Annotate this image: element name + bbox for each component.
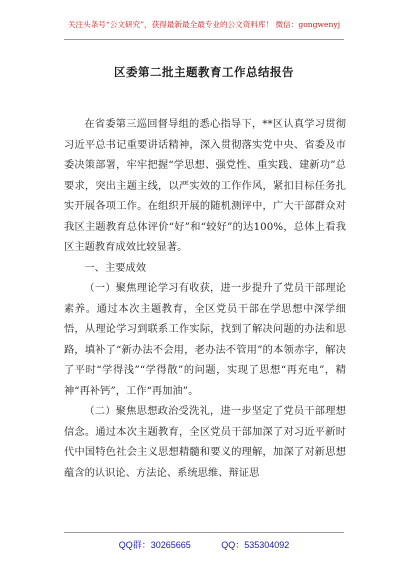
intro-paragraph: 在省委第三巡回督导组的悉心指导下，**区认真学习贯彻习近平总书记重要讲话精神，深入贯彻落实党中央、省委及市委决策部署，牢牢把握“学思想、强党性、重实践、建新功”总要求，突出主题主线，以严实效的工作作风，紧扣目标任务扎实开展各项工作。在组织开展的随机测评中，广大干部群众对我区主题教育总体评价“好”和“较好”的达100%，总体上看我区主题教育成效比较显著。 (64, 119, 346, 253)
contact-footer (0, 538, 408, 551)
footer-divider (64, 532, 344, 533)
qq-contact-label: QQ：535304092 (221, 540, 290, 550)
section-heading: 一、主要成效 (84, 262, 147, 274)
promo-header: 关注头条号“公文研究”，获得最新最全最专业的公文资料库！ 微信：gongwenyj (67, 20, 341, 29)
body-paragraph: （一）聚焦理论学习有收获，进一步提升了党员干部理论素养。通过本次主题教育，全区党员干部在学思想中深学细悟，从理论学习到联系工作实际，找到了解决问题的办法和思路，填补了“新办法不会用，老办法不管用”的本领赤字，解决了平时“学得浅”“学得散”的问题，实现了思想“再充电”，精神“再补钙”，工作“再加油”。 (64, 283, 346, 397)
qq-group-label: QQ群：30265665 (118, 540, 191, 550)
document-title: 区委第二批主题教育工作总结报告 (114, 65, 294, 79)
document-body (64, 115, 346, 484)
body-paragraph: （二）聚焦思想政治受洗礼，进一步坚定了党员干部理想信念。通过本次主题教育，全区党员干部加深了对习近平新时代中国特色社会主义思想精髓和要义的理解，加深了对新思想蕴含的认识论、方法论、系统思维、辩证思 (64, 406, 346, 479)
header-divider (64, 39, 344, 40)
